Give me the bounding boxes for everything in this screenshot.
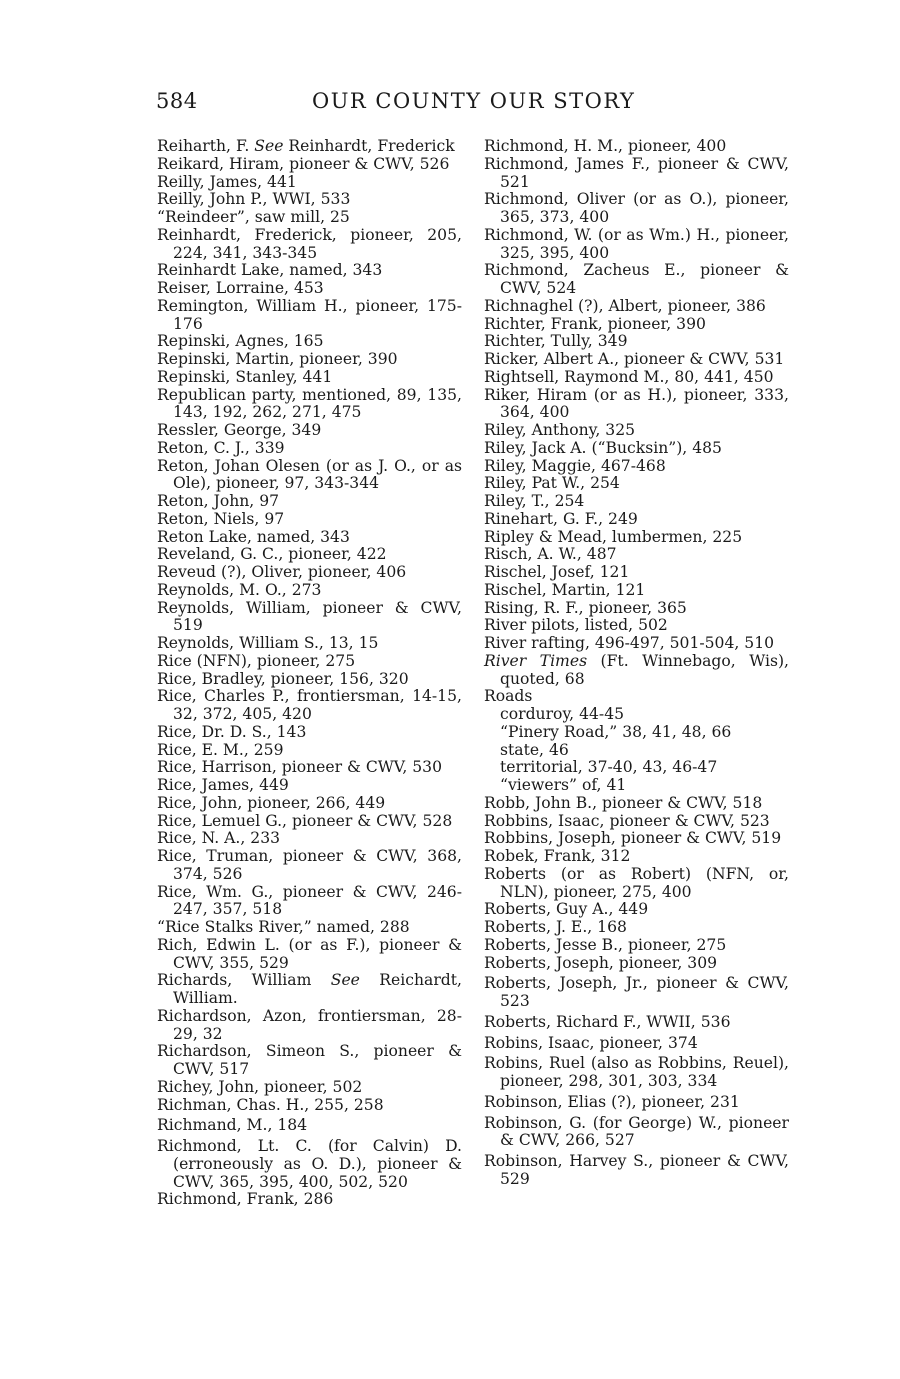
index-subentry: [484, 724, 789, 742]
index-entry: [157, 848, 462, 884]
index-entry: [484, 316, 789, 334]
entry-text: Richmond, James F., pioneer & CWV, 521: [484, 154, 789, 191]
index-entry: [484, 635, 789, 653]
index-entry: [157, 351, 462, 369]
entry-text: Rice, Bradley, pioneer, 156, 320: [157, 669, 409, 688]
entry-text: corduroy, 44-45: [500, 705, 625, 723]
index-entry: [157, 884, 462, 920]
entry-text: Reveud (?), Oliver, pioneer, 406: [157, 563, 407, 581]
entry-text: Repinski, Stanley, 441: [157, 367, 333, 386]
entry-text: Rice, Dr. D. S., 143: [157, 722, 307, 741]
index-entry: [484, 866, 789, 902]
entry-text: Roads: [484, 687, 533, 706]
index-entry: [157, 280, 462, 298]
entry-text: Richnaghel (?), Albert, pioneer, 386: [484, 296, 766, 315]
entry-text: Rischel, Josef, 121: [484, 563, 630, 581]
index-entry: [157, 1008, 462, 1044]
index-entry: [157, 937, 462, 973]
entry-text: Riley, Maggie, 467-468: [484, 456, 666, 475]
index-subentry: [484, 706, 789, 724]
entry-text: Reynolds, William S., 13, 15: [157, 634, 379, 652]
entry-text: Richmond, H. M., pioneer, 400: [484, 137, 727, 155]
entry-italic-text: See: [330, 971, 360, 990]
entry-text: state, 46: [500, 740, 569, 759]
index-entry: [157, 564, 462, 582]
entry-text: “Reindeer”, saw mill, 25: [157, 208, 350, 226]
index-entry: [484, 582, 789, 600]
index-entry: [484, 795, 789, 813]
index-entry: [157, 671, 462, 689]
entry-text: Reynolds, M. O., 273: [157, 580, 322, 599]
index-entry: [157, 209, 462, 227]
entry-text: Reilly, John P., WWI, 533: [157, 190, 351, 209]
index-entry: [157, 440, 462, 458]
entry-text: Rice, John, pioneer, 266, 449: [157, 793, 386, 812]
index-entry: [484, 830, 789, 848]
index-entry: [157, 298, 462, 334]
entry-text: Repinski, Agnes, 165: [157, 332, 324, 351]
index-entry: [157, 511, 462, 529]
entry-text: Reinhardt Lake, named, 343: [157, 261, 383, 280]
entry-text: Reton, Niels, 97: [157, 509, 285, 528]
entry-text: Richter, Frank, pioneer, 390: [484, 314, 706, 333]
index-entry: [484, 564, 789, 582]
entry-text: Rising, R. F., pioneer, 365: [484, 598, 687, 617]
index-entry: [157, 191, 462, 209]
index-entry: [157, 635, 462, 653]
index-entry: [484, 191, 789, 227]
entry-text: Rischel, Martin, 121: [484, 580, 646, 599]
entry-text: Reton, John, 97: [157, 492, 280, 510]
index-entry: [157, 369, 462, 387]
index-entry: [157, 156, 462, 174]
entry-text: Reichardt, William.: [173, 971, 462, 1007]
entry-text: Richmond, Lt. C. (for Calvin) D. (erroneously as O. D.), pioneer & CWV, 365, 395, 400, 502, 520: [157, 1137, 462, 1191]
index-entry: [484, 351, 789, 369]
entry-text: Roberts (or as Robert) (NFN, or, NLN), pioneer, 275, 400: [484, 864, 789, 901]
entry-text: Roberts, Jesse B., pioneer, 275: [484, 935, 727, 954]
entry-text: Reton, Johan Olesen (or as J. O., or as Ole), pioneer, 97, 343-344: [157, 456, 462, 493]
index-entry: [484, 369, 789, 387]
entry-text: Roberts, J. E., 168: [484, 918, 627, 936]
index-entry: [484, 600, 789, 618]
index-entry: [484, 475, 789, 493]
entry-text: Robins, Ruel (also as Robbins, Reuel), pioneer, 298, 301, 303, 334: [484, 1054, 789, 1090]
index-entry: [157, 830, 462, 848]
running-head: OUR COUNTY OUR STORY: [312, 89, 636, 113]
entry-text: Reiser, Lorraine, 453: [157, 279, 324, 297]
index-entry: [157, 333, 462, 351]
entry-text: Robinson, Elias (?), pioneer, 231: [484, 1092, 740, 1111]
entry-text: Republican party, mentioned, 89, 135, 143, 192, 262, 271, 475: [157, 385, 462, 422]
index-entry: [484, 298, 789, 316]
entry-text: Roberts, Richard F., WWII, 536: [484, 1012, 731, 1031]
entry-text: Richman, Chas. H., 255, 258: [157, 1095, 384, 1114]
index-entry: [157, 582, 462, 600]
index-subentry: [484, 759, 789, 777]
index-entry: [484, 975, 789, 1011]
entry-text: Reinhardt, Frederick: [283, 137, 455, 155]
entry-text: Robek, Frank, 312: [484, 847, 631, 865]
entry-text: Rice (NFN), pioneer, 275: [157, 651, 356, 670]
index-entry: [157, 1191, 462, 1209]
entry-text: Reinhardt, Frederick, pioneer, 205, 224, 341, 343-345: [157, 225, 462, 262]
index-entry: [157, 759, 462, 777]
index-entry: [484, 493, 789, 511]
index-entry: [157, 493, 462, 511]
entry-italic-text: See: [254, 137, 284, 155]
index-entry: [157, 972, 462, 1008]
entry-text: Rinehart, G. F., 249: [484, 509, 638, 528]
entry-text: Reveland, G. C., pioneer, 422: [157, 545, 387, 564]
index-entry: [157, 724, 462, 742]
entry-text: Repinski, Martin, pioneer, 390: [157, 350, 398, 368]
entry-text: Richmond, Frank, 286: [157, 1190, 334, 1209]
index-entry: [157, 1138, 462, 1191]
entry-text: Reilly, James, 441: [157, 172, 297, 191]
entry-text: “Rice Stalks River,” named, 288: [157, 918, 410, 936]
entry-text: territorial, 37-40, 43, 46-47: [500, 758, 718, 777]
entry-text: Rice, James, 449: [157, 776, 289, 794]
index-entry: [157, 600, 462, 636]
index-entry: [157, 653, 462, 671]
index-entry: [157, 1079, 462, 1097]
index-subentry: [484, 777, 789, 795]
index-entry: [157, 919, 462, 937]
entry-text: Riley, Pat W., 254: [484, 474, 620, 493]
entry-text: Robins, Isaac, pioneer, 374: [484, 1033, 698, 1052]
entry-text: Reynolds, William, pioneer & CWV, 519: [157, 598, 462, 635]
index-entry: [484, 529, 789, 547]
index-entry: [484, 1153, 789, 1189]
index-entry: [484, 511, 789, 529]
entry-text: Rice, Harrison, pioneer & CWV, 530: [157, 758, 443, 777]
entry-text: Reton Lake, named, 343: [157, 527, 350, 546]
index-entry: [484, 1014, 789, 1032]
index-entry: [157, 387, 462, 423]
entry-text: Rice, Truman, pioneer & CWV, 368, 374, 526: [157, 847, 462, 883]
entry-text: Richards, William: [157, 971, 331, 990]
index-entry: [484, 227, 789, 263]
entry-text: Richey, John, pioneer, 502: [157, 1077, 363, 1096]
index-entry: [157, 174, 462, 192]
entry-text: Roberts, Guy A., 449: [484, 900, 649, 919]
entry-text: Reton, C. J., 339: [157, 438, 285, 457]
entry-text: Riley, T., 254: [484, 492, 585, 510]
index-entry: [484, 440, 789, 458]
index-entry: [157, 138, 462, 156]
index-entry: [157, 813, 462, 831]
entry-text: Remington, William H., pioneer, 175-176: [157, 296, 462, 333]
index-entry: [157, 546, 462, 564]
entry-text: Riker, Hiram (or as H.), pioneer, 333, 364, 400: [484, 385, 789, 422]
entry-text: Rightsell, Raymond M., 80, 441, 450: [484, 367, 774, 386]
index-entry: [484, 458, 789, 476]
index-entry: [484, 617, 789, 635]
entry-text: Robbins, Joseph, pioneer & CWV, 519: [484, 829, 782, 848]
entry-text: Reiharth, F.: [157, 137, 255, 155]
index-entry: [484, 546, 789, 564]
index-entry: [157, 422, 462, 440]
index-entry: [484, 1115, 789, 1151]
entry-text: Richmand, M., 184: [157, 1116, 308, 1135]
index-entry: [484, 653, 789, 689]
entry-text: Reikard, Hiram, pioneer & CWV, 526: [157, 154, 450, 173]
index-entry: [157, 1097, 462, 1115]
entry-text: Rice, Wm. G., pioneer & CWV, 246-247, 357, 518: [157, 882, 462, 919]
index-entry: [157, 262, 462, 280]
index-entry: [484, 333, 789, 351]
index-entry: [484, 387, 789, 423]
entry-text: Richter, Tully, 349: [484, 332, 628, 351]
index-entry: [157, 227, 462, 263]
entry-text: Robinson, Harvey S., pioneer & CWV, 529: [484, 1152, 789, 1188]
index-entry: [484, 1035, 789, 1053]
index-entry: [484, 848, 789, 866]
entry-text: Roberts, Joseph, pioneer, 309: [484, 953, 718, 972]
entry-text: Rice, Lemuel G., pioneer & CWV, 528: [157, 811, 453, 830]
index-entry: [157, 529, 462, 547]
index-entry: [484, 1055, 789, 1091]
index-entry: [484, 688, 789, 706]
entry-text: Richardson, Simeon S., pioneer & CWV, 517: [157, 1042, 462, 1078]
index-entry: [157, 795, 462, 813]
index-entry: [484, 937, 789, 955]
page-number: 584: [156, 89, 198, 113]
entry-text: “Pinery Road,” 38, 41, 48, 66: [500, 722, 732, 741]
entry-text: Roberts, Joseph, Jr., pioneer & CWV, 523: [484, 974, 789, 1010]
entry-text: Rice, E. M., 259: [157, 740, 284, 759]
entry-text: Rice, Charles P., frontiersman, 14-15, 32, 372, 405, 420: [157, 687, 462, 723]
index-entry: [484, 138, 789, 156]
index-entry: [157, 1117, 462, 1135]
entry-text: Robb, John B., pioneer & CWV, 518: [484, 793, 763, 812]
index-entry: [484, 813, 789, 831]
index-entry: [157, 777, 462, 795]
index-entry: [484, 1094, 789, 1112]
entry-text: Robinson, G. (for George) W., pioneer & CWV, 266, 527: [484, 1113, 789, 1150]
entry-text: Richmond, Zacheus E., pioneer & CWV, 524: [484, 261, 789, 297]
entry-text: Richmond, W. (or as Wm.) H., pioneer, 325, 395, 400: [484, 225, 789, 262]
index-entry: [157, 458, 462, 494]
entry-text: Rich, Edwin L. (or as F.), pioneer & CWV, 355, 529: [157, 935, 462, 972]
entry-text: River rafting, 496-497, 501-504, 510: [484, 634, 775, 652]
index-subentry: [484, 742, 789, 760]
index-entry: [157, 688, 462, 724]
index-entry: [157, 1043, 462, 1079]
entry-text: Risch, A. W., 487: [484, 545, 617, 564]
index-entry: [484, 422, 789, 440]
entry-text: Rice, N. A., 233: [157, 829, 281, 848]
index-entry: [157, 742, 462, 760]
index-column-left: [157, 138, 462, 1209]
entry-text: Richardson, Azon, frontiersman, 28-29, 32: [157, 1006, 462, 1043]
entry-text: Ressler, George, 349: [157, 421, 322, 439]
entry-text: River pilots, listed, 502: [484, 616, 668, 635]
index-column-right: [484, 138, 789, 1189]
index-entry: [484, 901, 789, 919]
entry-text: (Ft. Winnebago, Wis), quoted, 68: [500, 651, 789, 688]
entry-italic-text: River Times: [484, 651, 588, 670]
entry-text: “viewers” of, 41: [500, 776, 627, 794]
index-entry: [484, 262, 789, 298]
entry-text: Riley, Anthony, 325: [484, 421, 636, 439]
entry-text: Riley, Jack A. (“Bucksin”), 485: [484, 438, 722, 457]
entry-text: Richmond, Oliver (or as O.), pioneer, 365, 373, 400: [484, 190, 789, 226]
index-entry: [484, 955, 789, 973]
entry-text: Ripley & Mead, lumbermen, 225: [484, 527, 743, 546]
entry-text: Robbins, Isaac, pioneer & CWV, 523: [484, 811, 770, 830]
entry-text: Ricker, Albert A., pioneer & CWV, 531: [484, 350, 785, 368]
index-entry: [484, 919, 789, 937]
index-entry: [484, 156, 789, 192]
